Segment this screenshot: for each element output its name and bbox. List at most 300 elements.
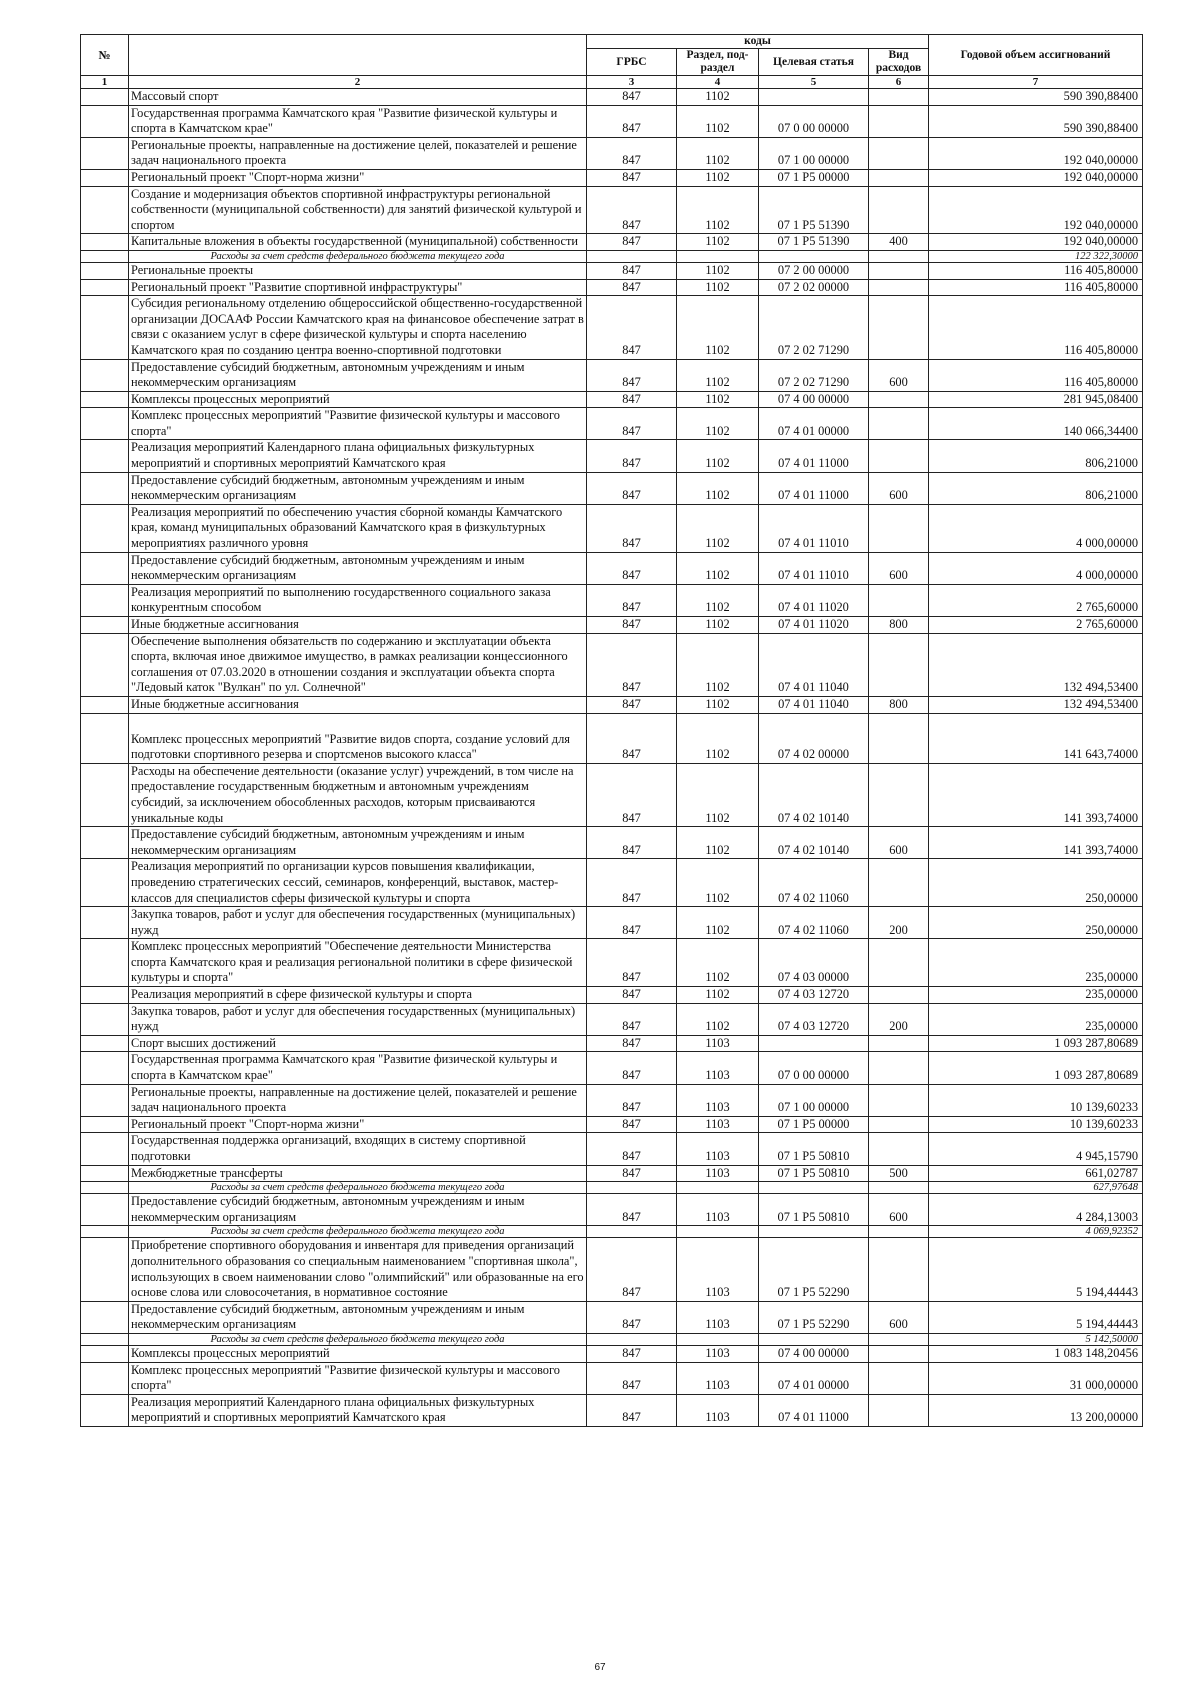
expense-type-cell: 800: [869, 617, 929, 634]
target-article-cell: 07 4 03 12720: [759, 987, 869, 1004]
amount-cell: 1 093 287,80689: [929, 1035, 1143, 1052]
table-row: [81, 859, 1143, 907]
amount-cell: 4 000,00000: [929, 552, 1143, 584]
grbs-code-cell: [587, 1226, 677, 1238]
amount-cell: 2 765,60000: [929, 584, 1143, 616]
grbs-code-cell: [587, 1182, 677, 1194]
grbs-code-cell: 847: [587, 279, 677, 296]
grbs-code-cell: 847: [587, 1035, 677, 1052]
row-number-cell: [81, 137, 129, 169]
item-name-cell: Региональные проекты, направленные на достижение целей, показателей и решение задач национального проекта: [129, 137, 587, 169]
expense-type-cell: [869, 859, 929, 907]
table-header: [81, 35, 1143, 89]
target-article-cell: 07 1 Р5 51390: [759, 186, 869, 234]
item-name-cell: Региональные проекты, направленные на достижение целей, показателей и решение задач национального проекта: [129, 1084, 587, 1116]
grbs-code-cell: 847: [587, 169, 677, 186]
grbs-code-cell: 847: [587, 262, 677, 279]
row-number-cell: [81, 584, 129, 616]
table-row: [81, 359, 1143, 391]
table-row: [81, 1362, 1143, 1394]
table-row: [81, 1301, 1143, 1333]
amount-cell: 627,97648: [929, 1182, 1143, 1194]
section-code-cell: 1102: [677, 408, 759, 440]
header-grbs: ГРБС: [587, 49, 677, 76]
item-name-cell: Государственная поддержка организаций, входящих в систему спортивной подготовки: [129, 1133, 587, 1165]
table-row: [81, 713, 1143, 763]
amount-cell: 590 390,88400: [929, 105, 1143, 137]
item-name-cell: Капитальные вложения в объекты государственной (муниципальной) собственности: [129, 234, 587, 251]
table-row: [81, 907, 1143, 939]
grbs-code-cell: 847: [587, 296, 677, 359]
grbs-code-cell: 847: [587, 504, 677, 552]
item-name-cell: Закупка товаров, работ и услуг для обеспечения государственных (муниципальных) нужд: [129, 907, 587, 939]
row-number-cell: [81, 696, 129, 713]
section-code-cell: 1103: [677, 1165, 759, 1182]
column-number: 7: [929, 76, 1143, 89]
expense-type-cell: [869, 1084, 929, 1116]
row-number-cell: [81, 504, 129, 552]
section-code-cell: 1103: [677, 1362, 759, 1394]
expense-type-cell: 800: [869, 696, 929, 713]
table-row: [81, 1035, 1143, 1052]
row-number-cell: [81, 234, 129, 251]
row-number-cell: [81, 1165, 129, 1182]
federal-budget-row: [81, 1182, 1143, 1194]
section-code-cell: 1103: [677, 1238, 759, 1301]
table-row: [81, 89, 1143, 106]
expense-type-cell: [869, 1035, 929, 1052]
row-number-cell: [81, 552, 129, 584]
expense-type-cell: [869, 279, 929, 296]
column-number: 3: [587, 76, 677, 89]
target-article-cell: 07 4 02 11060: [759, 859, 869, 907]
amount-cell: 132 494,53400: [929, 696, 1143, 713]
item-name-cell: Предоставление субсидий бюджетным, автономным учреждениям и иным некоммерческим организациям: [129, 552, 587, 584]
row-number-cell: [81, 1116, 129, 1133]
grbs-code-cell: 847: [587, 696, 677, 713]
item-name-cell: Комплекс процессных мероприятий "Развитие видов спорта, создание условий для подготовки спортивного резерва и спортсменов высокого класса": [129, 713, 587, 763]
row-number-cell: [81, 1362, 129, 1394]
section-code-cell: 1102: [677, 713, 759, 763]
header-name: [129, 35, 587, 76]
amount-cell: 806,21000: [929, 440, 1143, 472]
row-number-cell: [81, 296, 129, 359]
section-code-cell: 1102: [677, 763, 759, 826]
item-name-cell: Реализация мероприятий по обеспечению участия сборной команды Камчатского края, команд муниципальных образований Камчатского края в физкультурных мероприятиях различного уровня: [129, 504, 587, 552]
item-name-cell: Обеспечение выполнения обязательств по содержанию и эксплуатации объекта спорта, включая иное движимое имущество, в рамках реализации концессионного соглашения от 07.03.2020 в отношении создания и эксплуатации объекта спорта "Ледовый каток "Вулкан" по ул. Солнечной": [129, 633, 587, 696]
row-number-cell: [81, 987, 129, 1004]
item-name-cell: Реализация мероприятий по организации курсов повышения квалификации, проведению стратегических сессий, семинаров, конференций, выставок, мастер-классов для специалистов сферы физической культуры и спорта: [129, 859, 587, 907]
section-code-cell: 1102: [677, 234, 759, 251]
row-number-cell: [81, 1182, 129, 1194]
table-row: [81, 1052, 1143, 1084]
amount-cell: 141 393,74000: [929, 827, 1143, 859]
expense-type-cell: [869, 296, 929, 359]
table-row: [81, 763, 1143, 826]
expense-type-cell: [869, 440, 929, 472]
section-code-cell: 1103: [677, 1301, 759, 1333]
section-code-cell: 1102: [677, 696, 759, 713]
expense-type-cell: 400: [869, 234, 929, 251]
header-target: Целевая статья: [759, 49, 869, 76]
grbs-code-cell: 847: [587, 1362, 677, 1394]
target-article-cell: [759, 1182, 869, 1194]
amount-cell: 661,02787: [929, 1165, 1143, 1182]
table-row: [81, 472, 1143, 504]
section-code-cell: 1102: [677, 939, 759, 987]
grbs-code-cell: 847: [587, 1116, 677, 1133]
item-name-cell: Государственная программа Камчатского края "Развитие физической культуры и спорта в Камчатском крае": [129, 105, 587, 137]
section-code-cell: 1102: [677, 169, 759, 186]
table-row: [81, 391, 1143, 408]
section-code-cell: 1102: [677, 186, 759, 234]
row-number-cell: [81, 105, 129, 137]
expense-type-cell: [869, 250, 929, 262]
grbs-code-cell: 847: [587, 1301, 677, 1333]
row-number-cell: [81, 1003, 129, 1035]
row-number-cell: [81, 713, 129, 763]
section-code-cell: 1103: [677, 1084, 759, 1116]
row-number-cell: [81, 1133, 129, 1165]
grbs-code-cell: [587, 1333, 677, 1345]
expense-type-cell: [869, 89, 929, 106]
grbs-code-cell: 847: [587, 408, 677, 440]
item-name-cell: Реализация мероприятий по выполнению государственного социального заказа конкурентным способом: [129, 584, 587, 616]
expense-type-cell: [869, 169, 929, 186]
grbs-code-cell: 847: [587, 1133, 677, 1165]
grbs-code-cell: 847: [587, 137, 677, 169]
amount-cell: 10 139,60233: [929, 1084, 1143, 1116]
section-code-cell: 1102: [677, 859, 759, 907]
amount-cell: 1 083 148,20456: [929, 1345, 1143, 1362]
column-number: 5: [759, 76, 869, 89]
target-article-cell: 07 4 01 11020: [759, 584, 869, 616]
row-number-cell: [81, 440, 129, 472]
amount-cell: 192 040,00000: [929, 186, 1143, 234]
grbs-code-cell: 847: [587, 234, 677, 251]
item-name-cell: Региональный проект "Развитие спортивной инфраструктуры": [129, 279, 587, 296]
target-article-cell: 07 4 03 00000: [759, 939, 869, 987]
section-code-cell: 1102: [677, 584, 759, 616]
target-article-cell: 07 4 01 11040: [759, 633, 869, 696]
item-name-cell: Массовый спорт: [129, 89, 587, 106]
row-number-cell: [81, 1301, 129, 1333]
row-number-cell: [81, 827, 129, 859]
expense-type-cell: 600: [869, 552, 929, 584]
amount-cell: 5 142,50000: [929, 1333, 1143, 1345]
target-article-cell: 07 4 01 11010: [759, 504, 869, 552]
federal-budget-row: [81, 1333, 1143, 1345]
item-name-cell: Предоставление субсидий бюджетным, автономным учреждениям и иным некоммерческим организациям: [129, 359, 587, 391]
amount-cell: 281 945,08400: [929, 391, 1143, 408]
row-number-cell: [81, 617, 129, 634]
header-section: Раздел, под-раздел: [677, 49, 759, 76]
section-code-cell: 1102: [677, 633, 759, 696]
table-row: [81, 939, 1143, 987]
table-row: [81, 696, 1143, 713]
amount-cell: 116 405,80000: [929, 296, 1143, 359]
amount-cell: 13 200,00000: [929, 1394, 1143, 1426]
grbs-code-cell: 847: [587, 939, 677, 987]
table-row: [81, 234, 1143, 251]
expense-type-cell: [869, 763, 929, 826]
section-code-cell: 1103: [677, 1035, 759, 1052]
item-name-cell: Реализация мероприятий Календарного плана официальных физкультурных мероприятий и спортивных мероприятий Камчатского края: [129, 440, 587, 472]
target-article-cell: 07 0 00 00000: [759, 105, 869, 137]
amount-cell: 4 000,00000: [929, 504, 1143, 552]
grbs-code-cell: 847: [587, 584, 677, 616]
target-article-cell: 07 2 02 71290: [759, 296, 869, 359]
target-article-cell: 07 1 Р5 51390: [759, 234, 869, 251]
section-code-cell: 1102: [677, 472, 759, 504]
section-code-cell: 1102: [677, 987, 759, 1004]
item-name-cell: Региональный проект "Спорт-норма жизни": [129, 169, 587, 186]
target-article-cell: 07 4 03 12720: [759, 1003, 869, 1035]
item-name-cell: Предоставление субсидий бюджетным, автономным учреждениям и иным некоммерческим организациям: [129, 827, 587, 859]
table-row: [81, 1194, 1143, 1226]
amount-cell: 31 000,00000: [929, 1362, 1143, 1394]
grbs-code-cell: 847: [587, 713, 677, 763]
item-name-cell: Субсидия региональному отделению общероссийской общественно-государственной организации ДОСААФ России Камчатского края на финансовое обеспечение затрат в связи с оказанием услуг в сфере физической культуры и спорта населению Камчатского края по созданию центра военно-спортивной подготовки: [129, 296, 587, 359]
target-article-cell: 07 4 01 11020: [759, 617, 869, 634]
expense-type-cell: [869, 1345, 929, 1362]
amount-cell: 235,00000: [929, 1003, 1143, 1035]
amount-cell: 250,00000: [929, 907, 1143, 939]
item-name-cell: Предоставление субсидий бюджетным, автономным учреждениям и иным некоммерческим организациям: [129, 1194, 587, 1226]
grbs-code-cell: 847: [587, 552, 677, 584]
table-row: [81, 279, 1143, 296]
table-row: [81, 617, 1143, 634]
section-code-cell: 1102: [677, 504, 759, 552]
target-article-cell: 07 4 02 10140: [759, 827, 869, 859]
amount-cell: 192 040,00000: [929, 234, 1143, 251]
row-number-cell: [81, 1084, 129, 1116]
amount-cell: 122 322,30000: [929, 250, 1143, 262]
table-row: [81, 1084, 1143, 1116]
amount-cell: 1 093 287,80689: [929, 1052, 1143, 1084]
table-row: [81, 169, 1143, 186]
expense-type-cell: [869, 584, 929, 616]
column-number: 2: [129, 76, 587, 89]
row-number-cell: [81, 262, 129, 279]
section-code-cell: 1102: [677, 137, 759, 169]
row-number-cell: [81, 1226, 129, 1238]
section-code-cell: 1102: [677, 617, 759, 634]
expense-type-cell: 600: [869, 359, 929, 391]
row-number-cell: [81, 633, 129, 696]
grbs-code-cell: 847: [587, 763, 677, 826]
amount-cell: 10 139,60233: [929, 1116, 1143, 1133]
item-name-cell: Иные бюджетные ассигнования: [129, 696, 587, 713]
amount-cell: 192 040,00000: [929, 137, 1143, 169]
amount-cell: 141 643,74000: [929, 713, 1143, 763]
row-number-cell: [81, 1194, 129, 1226]
target-article-cell: 07 1 Р5 52290: [759, 1238, 869, 1301]
item-name-cell: Комплексы процессных мероприятий: [129, 1345, 587, 1362]
target-article-cell: 07 1 Р5 00000: [759, 169, 869, 186]
amount-cell: 806,21000: [929, 472, 1143, 504]
expense-type-cell: 600: [869, 1194, 929, 1226]
table-row: [81, 584, 1143, 616]
item-name-cell: Иные бюджетные ассигнования: [129, 617, 587, 634]
grbs-code-cell: 847: [587, 472, 677, 504]
table-row: [81, 408, 1143, 440]
table-row: [81, 504, 1143, 552]
grbs-code-cell: 847: [587, 391, 677, 408]
item-name-cell: Межбюджетные трансферты: [129, 1165, 587, 1182]
item-name-cell: Реализация мероприятий в сфере физической культуры и спорта: [129, 987, 587, 1004]
row-number-cell: [81, 169, 129, 186]
item-name-cell: Приобретение спортивного оборудования и инвентаря для приведения организаций дополнительного образования со специальным наименованием "спортивная школа", использующих в своем наименовании слово "олимпийский" или образованные на его основе слова или словосочетания, в нормативное состояние: [129, 1238, 587, 1301]
grbs-code-cell: [587, 250, 677, 262]
expense-type-cell: [869, 504, 929, 552]
expense-type-cell: [869, 1133, 929, 1165]
row-number-cell: [81, 186, 129, 234]
target-article-cell: 07 1 Р5 50810: [759, 1194, 869, 1226]
table-row: [81, 987, 1143, 1004]
federal-budget-row: [81, 1226, 1143, 1238]
amount-cell: 140 066,34400: [929, 408, 1143, 440]
expense-type-cell: 200: [869, 1003, 929, 1035]
amount-cell: 4 069,92352: [929, 1226, 1143, 1238]
grbs-code-cell: 847: [587, 859, 677, 907]
section-code-cell: 1103: [677, 1116, 759, 1133]
expense-type-cell: [869, 408, 929, 440]
expense-type-cell: [869, 939, 929, 987]
grbs-code-cell: 847: [587, 827, 677, 859]
expense-type-cell: [869, 1394, 929, 1426]
expense-type-cell: [869, 987, 929, 1004]
item-name-cell: Предоставление субсидий бюджетным, автономным учреждениям и иным некоммерческим организациям: [129, 472, 587, 504]
grbs-code-cell: 847: [587, 1052, 677, 1084]
target-article-cell: 07 1 00 00000: [759, 137, 869, 169]
target-article-cell: 07 4 02 10140: [759, 763, 869, 826]
amount-cell: 235,00000: [929, 987, 1143, 1004]
row-number-cell: [81, 359, 129, 391]
target-article-cell: 07 4 01 11000: [759, 472, 869, 504]
row-number-cell: [81, 250, 129, 262]
amount-cell: 116 405,80000: [929, 359, 1143, 391]
grbs-code-cell: 847: [587, 89, 677, 106]
expense-type-cell: 600: [869, 472, 929, 504]
target-article-cell: 07 4 01 00000: [759, 408, 869, 440]
table-row: [81, 137, 1143, 169]
target-article-cell: 07 4 01 11000: [759, 440, 869, 472]
amount-cell: 116 405,80000: [929, 279, 1143, 296]
section-code-cell: 1102: [677, 359, 759, 391]
budget-table: [80, 34, 1143, 1427]
amount-cell: 132 494,53400: [929, 633, 1143, 696]
table-row: [81, 1003, 1143, 1035]
item-name-cell: Комплексы процессных мероприятий: [129, 391, 587, 408]
amount-cell: 4 945,15790: [929, 1133, 1143, 1165]
header-expense-type: Вид расходов: [869, 49, 929, 76]
section-code-cell: 1102: [677, 1003, 759, 1035]
target-article-cell: 07 1 00 00000: [759, 1084, 869, 1116]
target-article-cell: 07 4 00 00000: [759, 1345, 869, 1362]
grbs-code-cell: 847: [587, 987, 677, 1004]
table-body: [81, 89, 1143, 1427]
amount-cell: 4 284,13003: [929, 1194, 1143, 1226]
section-code-cell: 1103: [677, 1133, 759, 1165]
amount-cell: 192 040,00000: [929, 169, 1143, 186]
amount-cell: 250,00000: [929, 859, 1143, 907]
section-code-cell: 1103: [677, 1394, 759, 1426]
table-row: [81, 1133, 1143, 1165]
target-article-cell: 07 1 Р5 50810: [759, 1165, 869, 1182]
target-article-cell: [759, 1035, 869, 1052]
budget-table-sheet: [80, 34, 1142, 1427]
table-row: [81, 105, 1143, 137]
table-row: [81, 186, 1143, 234]
expense-type-cell: 600: [869, 1301, 929, 1333]
section-code-cell: [677, 1333, 759, 1345]
table-row: [81, 633, 1143, 696]
target-article-cell: 07 4 01 11000: [759, 1394, 869, 1426]
item-name-cell: Расходы за счет средств федерального бюджета текущего года: [129, 250, 587, 262]
grbs-code-cell: 847: [587, 359, 677, 391]
target-article-cell: [759, 89, 869, 106]
item-name-cell: Расходы за счет средств федерального бюджета текущего года: [129, 1333, 587, 1345]
section-code-cell: 1102: [677, 827, 759, 859]
target-article-cell: 07 4 02 00000: [759, 713, 869, 763]
expense-type-cell: [869, 391, 929, 408]
section-code-cell: [677, 250, 759, 262]
page-number: 67: [594, 1662, 606, 1673]
grbs-code-cell: 847: [587, 907, 677, 939]
section-code-cell: 1102: [677, 907, 759, 939]
grbs-code-cell: 847: [587, 617, 677, 634]
grbs-code-cell: 847: [587, 1194, 677, 1226]
row-number-cell: [81, 939, 129, 987]
section-code-cell: 1102: [677, 296, 759, 359]
section-code-cell: 1102: [677, 391, 759, 408]
expense-type-cell: [869, 1238, 929, 1301]
row-number-cell: [81, 859, 129, 907]
expense-type-cell: [869, 1226, 929, 1238]
row-number-cell: [81, 907, 129, 939]
row-number-cell: [81, 408, 129, 440]
grbs-code-cell: 847: [587, 1394, 677, 1426]
amount-cell: 141 393,74000: [929, 763, 1143, 826]
expense-type-cell: [869, 713, 929, 763]
amount-cell: 2 765,60000: [929, 617, 1143, 634]
expense-type-cell: 600: [869, 827, 929, 859]
table-row: [81, 1394, 1143, 1426]
grbs-code-cell: 847: [587, 1345, 677, 1362]
table-row: [81, 1238, 1143, 1301]
target-article-cell: 07 1 Р5 52290: [759, 1301, 869, 1333]
row-number-cell: [81, 1238, 129, 1301]
target-article-cell: 07 2 00 00000: [759, 262, 869, 279]
target-article-cell: [759, 250, 869, 262]
table-row: [81, 1165, 1143, 1182]
section-code-cell: [677, 1226, 759, 1238]
amount-cell: 590 390,88400: [929, 89, 1143, 106]
table-row: [81, 827, 1143, 859]
expense-type-cell: 500: [869, 1165, 929, 1182]
item-name-cell: Комплекс процессных мероприятий "Обеспечение деятельности Министерства спорта Камчатского края и реализация региональной политики в сфере физической культуры и спорта": [129, 939, 587, 987]
target-article-cell: 07 4 00 00000: [759, 391, 869, 408]
grbs-code-cell: 847: [587, 1003, 677, 1035]
grbs-code-cell: 847: [587, 1238, 677, 1301]
section-code-cell: 1102: [677, 552, 759, 584]
row-number-cell: [81, 391, 129, 408]
target-article-cell: 07 1 Р5 00000: [759, 1116, 869, 1133]
row-number-cell: [81, 1345, 129, 1362]
target-article-cell: 07 4 01 11040: [759, 696, 869, 713]
row-number-cell: [81, 1394, 129, 1426]
